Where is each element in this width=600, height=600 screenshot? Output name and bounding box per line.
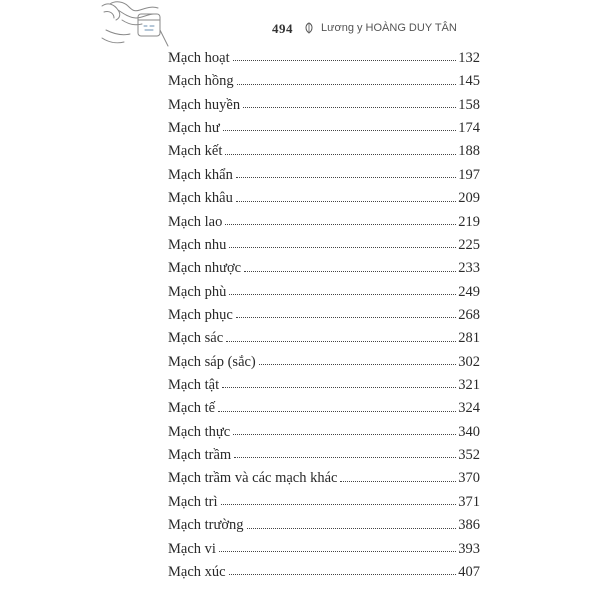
- toc-entry-title: Mạch trì: [168, 493, 218, 510]
- toc-entry-page-number: 174: [458, 120, 480, 137]
- toc-entry-title: Mạch nhược: [168, 260, 242, 277]
- toc-entry: [168, 140, 480, 163]
- dot-leader: [236, 317, 456, 318]
- dot-leader: [229, 574, 457, 575]
- toc-entry: [168, 421, 480, 444]
- toc-entry-page-number: 340: [458, 423, 480, 440]
- toc-entry: [168, 234, 480, 257]
- toc-entry-page-number: 386: [458, 517, 480, 534]
- toc-entry: [168, 211, 480, 234]
- toc-entry: [168, 327, 480, 350]
- toc-entry-title: Mạch lao: [168, 213, 223, 230]
- toc-entry-title: Mạch trường: [168, 517, 244, 534]
- toc-entry-page-number: 209: [458, 190, 480, 207]
- toc-entry-page-number: 158: [458, 96, 480, 113]
- toc-entry: [168, 514, 480, 537]
- toc-entry-page-number: 219: [458, 213, 480, 230]
- dot-leader: [233, 60, 457, 61]
- toc-entry-title: Mạch tế: [168, 400, 216, 417]
- dot-leader: [225, 224, 456, 225]
- dot-leader: [233, 434, 456, 435]
- toc-entry-page-number: 407: [458, 563, 480, 580]
- toc-entry-page-number: 145: [458, 73, 480, 90]
- toc-entry-title: Mạch khẩn: [168, 166, 233, 183]
- toc-entry: [168, 70, 480, 93]
- toc-entry-title: Mạch tật: [168, 377, 220, 394]
- toc-entry: [168, 47, 480, 70]
- toc-entry: [168, 444, 480, 467]
- dot-leader: [229, 247, 456, 248]
- toc-entry-title: Mạch vi: [168, 540, 216, 557]
- toc-entry-title: Mạch hồng: [168, 73, 234, 90]
- dot-leader: [225, 154, 456, 155]
- dot-leader: [236, 177, 456, 178]
- toc-entry-page-number: 132: [458, 50, 480, 66]
- toc-entry-title: Mạch sáp (sắc): [168, 353, 256, 370]
- dot-leader: [244, 271, 456, 272]
- toc-entry: [168, 491, 480, 514]
- dot-leader: [243, 107, 456, 108]
- toc-entry-page-number: 281: [458, 330, 480, 347]
- dot-leader: [236, 201, 456, 202]
- toc-entry-title: Mạch sác: [168, 330, 224, 347]
- toc-entry-page-number: 370: [458, 470, 480, 487]
- toc-entry-page-number: 393: [458, 540, 480, 557]
- toc-entry-page-number: 371: [458, 493, 480, 510]
- toc-entry-page-number: 188: [458, 143, 480, 160]
- toc-entry-title: Mạch thực: [168, 423, 231, 440]
- dot-leader: [222, 387, 456, 388]
- toc-entry: [168, 561, 480, 584]
- toc-entry-page-number: 324: [458, 400, 480, 417]
- toc-entry-title: Mạch xúc: [168, 563, 226, 580]
- toc-entry-page-number: 321: [458, 377, 480, 394]
- toc-entry-title: Mạch kết: [168, 143, 223, 160]
- page-header: [100, 0, 600, 50]
- toc-entry-page-number: 352: [458, 447, 480, 464]
- running-title: Lương y HOÀNG DUY TÂN: [321, 22, 457, 34]
- dot-leader: [219, 551, 456, 552]
- dot-leader: [221, 504, 457, 505]
- toc-entry-title: Mạch phục: [168, 306, 233, 323]
- dot-leader: [226, 341, 456, 342]
- table-of-contents: [168, 47, 480, 584]
- toc-entry: [168, 351, 480, 374]
- toc-entry-page-number: 233: [458, 260, 480, 277]
- page-number: 494: [272, 21, 293, 36]
- toc-entry-title: Mạch nhu: [168, 236, 227, 253]
- toc-entry-title: Mạch trầm và các mạch khác: [168, 470, 338, 487]
- toc-entry: [168, 117, 480, 140]
- toc-entry: [168, 187, 480, 210]
- dot-leader: [247, 528, 457, 529]
- dot-leader: [259, 364, 456, 365]
- hand-sketch-illustration: [100, 0, 170, 50]
- toc-entry: [168, 538, 480, 561]
- dot-leader: [218, 411, 456, 412]
- dot-leader: [234, 457, 456, 458]
- toc-entry: [168, 304, 480, 327]
- toc-entry: [168, 257, 480, 280]
- toc-entry-title: Mạch khâu: [168, 190, 233, 207]
- dot-leader: [223, 130, 457, 131]
- toc-entry: [168, 281, 480, 304]
- dot-leader: [340, 481, 456, 482]
- toc-entry-page-number: 197: [458, 166, 480, 183]
- toc-entry-page-number: 302: [458, 353, 480, 370]
- toc-entry: [168, 164, 480, 187]
- dot-leader: [229, 294, 456, 295]
- leaf-icon: [304, 22, 314, 34]
- toc-entry-title: Mạch huyền: [168, 96, 241, 113]
- toc-entry: [168, 467, 480, 490]
- toc-entry-title: Mạch trầm: [168, 447, 232, 464]
- toc-entry-title: Mạch hoạt: [168, 50, 230, 66]
- toc-entry: [168, 94, 480, 117]
- toc-entry-page-number: 249: [458, 283, 480, 300]
- toc-entry-title: Mạch hư: [168, 120, 220, 137]
- toc-entry-page-number: 268: [458, 306, 480, 323]
- toc-entry-title: Mạch phù: [168, 283, 227, 300]
- toc-entry: [168, 374, 480, 397]
- toc-entry-page-number: 225: [458, 236, 480, 253]
- dot-leader: [237, 84, 457, 85]
- toc-entry: [168, 397, 480, 420]
